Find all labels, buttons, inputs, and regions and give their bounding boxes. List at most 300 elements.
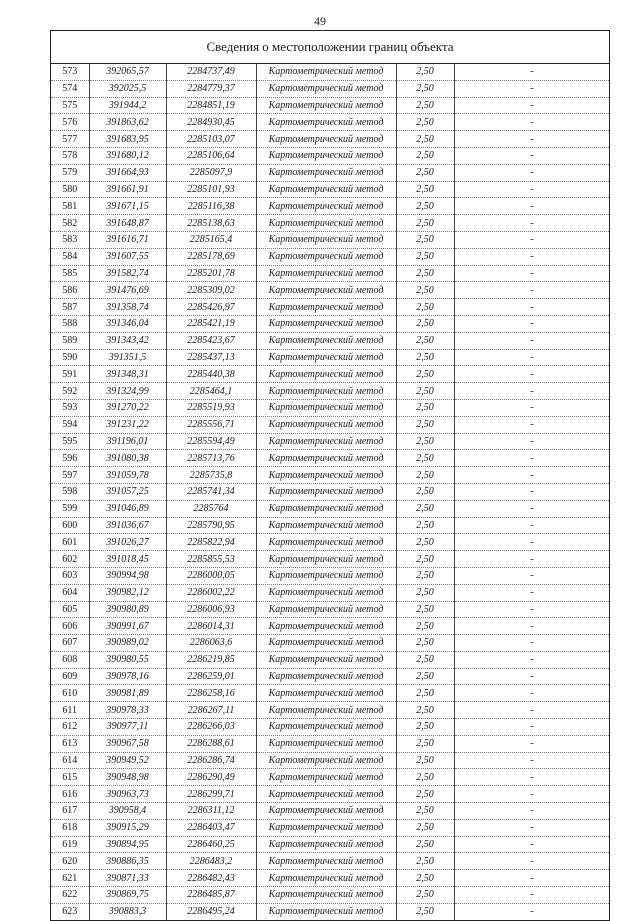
cell-point-number: 587 <box>51 299 89 316</box>
table-row <box>51 366 609 383</box>
cell-method: Картометрический метод <box>256 131 396 148</box>
table-row <box>51 248 609 265</box>
cell-point-number: 619 <box>51 836 89 853</box>
cell-accuracy: 2,50 <box>396 651 454 668</box>
cell-description: - <box>454 483 609 500</box>
table-row <box>51 467 609 484</box>
cell-coord-y: 2284851,19 <box>166 97 256 114</box>
cell-description: - <box>454 551 609 568</box>
cell-point-number: 575 <box>51 97 89 114</box>
cell-coord-y: 2285855,53 <box>166 551 256 568</box>
cell-point-number: 573 <box>51 64 89 80</box>
cell-description: - <box>454 383 609 400</box>
cell-accuracy: 2,50 <box>396 114 454 131</box>
cell-description: - <box>454 786 609 803</box>
table-row <box>51 349 609 366</box>
cell-point-number: 611 <box>51 702 89 719</box>
table-row <box>51 735 609 752</box>
cell-method: Картометрический метод <box>256 231 396 248</box>
cell-accuracy: 2,50 <box>396 483 454 500</box>
cell-point-number: 613 <box>51 735 89 752</box>
cell-description: - <box>454 433 609 450</box>
cell-accuracy: 2,50 <box>396 618 454 635</box>
cell-coord-y: 2286299,71 <box>166 786 256 803</box>
table-row <box>51 114 609 131</box>
cell-description: - <box>454 735 609 752</box>
cell-coord-x: 391664,93 <box>89 164 166 181</box>
cell-coord-y: 2284737,49 <box>166 64 256 80</box>
cell-description: - <box>454 231 609 248</box>
table-row <box>51 483 609 500</box>
cell-method: Картометрический метод <box>256 349 396 366</box>
cell-coord-x: 390894,95 <box>89 836 166 853</box>
cell-description: - <box>454 164 609 181</box>
cell-coord-y: 2285165,4 <box>166 231 256 248</box>
table-row <box>51 147 609 164</box>
cell-point-number: 605 <box>51 601 89 618</box>
cell-point-number: 617 <box>51 803 89 820</box>
cell-accuracy: 2,50 <box>396 366 454 383</box>
cell-description: - <box>454 836 609 853</box>
cell-method: Картометрический метод <box>256 315 396 332</box>
cell-method: Картометрический метод <box>256 64 396 80</box>
cell-coord-x: 392065,57 <box>89 64 166 80</box>
cell-coord-x: 390980,89 <box>89 601 166 618</box>
cell-coord-x: 391582,74 <box>89 265 166 282</box>
cell-description: - <box>454 299 609 316</box>
cell-accuracy: 2,50 <box>396 567 454 584</box>
cell-method: Картометрический метод <box>256 769 396 786</box>
cell-description: - <box>454 500 609 517</box>
cell-coord-y: 2286259,01 <box>166 668 256 685</box>
cell-coord-y: 2286219,85 <box>166 651 256 668</box>
table-body <box>51 64 609 920</box>
cell-point-number: 607 <box>51 635 89 652</box>
table-row <box>51 315 609 332</box>
cell-method: Картометрический метод <box>256 299 396 316</box>
cell-description: - <box>454 668 609 685</box>
cell-accuracy: 2,50 <box>396 836 454 853</box>
cell-description: - <box>454 584 609 601</box>
cell-description: - <box>454 147 609 164</box>
cell-point-number: 584 <box>51 248 89 265</box>
cell-accuracy: 2,50 <box>396 517 454 534</box>
table-row <box>51 551 609 568</box>
cell-point-number: 602 <box>51 551 89 568</box>
cell-method: Картометрический метод <box>256 80 396 97</box>
cell-coord-x: 391358,74 <box>89 299 166 316</box>
cell-description: - <box>454 265 609 282</box>
cell-coord-x: 390980,55 <box>89 651 166 668</box>
cell-coord-x: 391270,22 <box>89 399 166 416</box>
cell-point-number: 610 <box>51 685 89 702</box>
table-row <box>51 181 609 198</box>
cell-point-number: 622 <box>51 887 89 904</box>
cell-point-number: 582 <box>51 215 89 232</box>
cell-coord-y: 2286495,24 <box>166 903 256 919</box>
cell-description: - <box>454 80 609 97</box>
cell-method: Картометрический метод <box>256 147 396 164</box>
cell-method: Картометрический метод <box>256 719 396 736</box>
table-row <box>51 668 609 685</box>
cell-coord-y: 2286311,12 <box>166 803 256 820</box>
cell-point-number: 603 <box>51 567 89 584</box>
cell-method: Картометрический метод <box>256 903 396 919</box>
cell-point-number: 615 <box>51 769 89 786</box>
cell-method: Картометрический метод <box>256 819 396 836</box>
cell-accuracy: 2,50 <box>396 164 454 181</box>
cell-method: Картометрический метод <box>256 433 396 450</box>
cell-coord-y: 2286258,16 <box>166 685 256 702</box>
cell-accuracy: 2,50 <box>396 668 454 685</box>
cell-accuracy: 2,50 <box>396 416 454 433</box>
cell-coord-x: 390948,98 <box>89 769 166 786</box>
table-row <box>51 97 609 114</box>
cell-point-number: 620 <box>51 853 89 870</box>
cell-accuracy: 2,50 <box>396 887 454 904</box>
cell-coord-y: 2285201,78 <box>166 265 256 282</box>
table-row <box>51 265 609 282</box>
cell-accuracy: 2,50 <box>396 299 454 316</box>
table-row <box>51 635 609 652</box>
cell-coord-x: 391671,15 <box>89 198 166 215</box>
cell-coord-x: 392025,5 <box>89 80 166 97</box>
cell-coord-y: 2286266,03 <box>166 719 256 736</box>
cell-point-number: 616 <box>51 786 89 803</box>
cell-coord-y: 2285106,64 <box>166 147 256 164</box>
table-row <box>51 332 609 349</box>
cell-point-number: 589 <box>51 332 89 349</box>
cell-point-number: 599 <box>51 500 89 517</box>
cell-coord-x: 390883,3 <box>89 903 166 919</box>
cell-point-number: 593 <box>51 399 89 416</box>
table-row <box>51 450 609 467</box>
table-row <box>51 383 609 400</box>
cell-description: - <box>454 534 609 551</box>
table-row <box>51 416 609 433</box>
cell-coord-y: 2285741,34 <box>166 483 256 500</box>
cell-accuracy: 2,50 <box>396 803 454 820</box>
cell-point-number: 612 <box>51 719 89 736</box>
cell-method: Картометрический метод <box>256 517 396 534</box>
cell-coord-y: 2285101,93 <box>166 181 256 198</box>
cell-coord-y: 2286460,25 <box>166 836 256 853</box>
cell-coord-y: 2286014,31 <box>166 618 256 635</box>
cell-description: - <box>454 702 609 719</box>
cell-coord-y: 2285790,95 <box>166 517 256 534</box>
cell-coord-y: 2284930,45 <box>166 114 256 131</box>
cell-description: - <box>454 601 609 618</box>
cell-method: Картометрический метод <box>256 332 396 349</box>
table-caption: Сведения о местоположении границ объекта <box>51 31 609 64</box>
cell-method: Картометрический метод <box>256 551 396 568</box>
cell-coord-x: 391944,2 <box>89 97 166 114</box>
cell-coord-x: 391343,42 <box>89 332 166 349</box>
cell-point-number: 606 <box>51 618 89 635</box>
cell-coord-x: 391036,67 <box>89 517 166 534</box>
table-row <box>51 786 609 803</box>
cell-coord-x: 390869,75 <box>89 887 166 904</box>
cell-description: - <box>454 332 609 349</box>
table-row <box>51 853 609 870</box>
cell-coord-y: 2285464,1 <box>166 383 256 400</box>
cell-coord-y: 2286063,6 <box>166 635 256 652</box>
cell-coord-x: 391863,62 <box>89 114 166 131</box>
cell-method: Картометрический метод <box>256 198 396 215</box>
cell-coord-x: 391026,27 <box>89 534 166 551</box>
cell-coord-x: 391059,78 <box>89 467 166 484</box>
cell-point-number: 578 <box>51 147 89 164</box>
cell-coord-x: 390963,73 <box>89 786 166 803</box>
cell-accuracy: 2,50 <box>396 198 454 215</box>
cell-coord-x: 390958,4 <box>89 803 166 820</box>
cell-coord-y: 2286485,87 <box>166 887 256 904</box>
cell-accuracy: 2,50 <box>396 399 454 416</box>
cell-method: Картометрический метод <box>256 534 396 551</box>
cell-point-number: 581 <box>51 198 89 215</box>
cell-point-number: 580 <box>51 181 89 198</box>
cell-method: Картометрический метод <box>256 887 396 904</box>
cell-point-number: 597 <box>51 467 89 484</box>
table-row <box>51 282 609 299</box>
cell-method: Картометрический метод <box>256 483 396 500</box>
cell-description: - <box>454 114 609 131</box>
table-row <box>51 584 609 601</box>
cell-description: - <box>454 97 609 114</box>
cell-coord-x: 390981,89 <box>89 685 166 702</box>
cell-description: - <box>454 719 609 736</box>
cell-coord-y: 2285426,97 <box>166 299 256 316</box>
cell-coord-y: 2286267,11 <box>166 702 256 719</box>
cell-method: Картометрический метод <box>256 702 396 719</box>
cell-description: - <box>454 567 609 584</box>
cell-description: - <box>454 315 609 332</box>
table-row <box>51 198 609 215</box>
cell-method: Картометрический метод <box>256 651 396 668</box>
cell-coord-y: 2285556,71 <box>166 416 256 433</box>
cell-method: Картометрический метод <box>256 366 396 383</box>
cell-point-number: 604 <box>51 584 89 601</box>
cell-accuracy: 2,50 <box>396 282 454 299</box>
cell-accuracy: 2,50 <box>396 433 454 450</box>
cell-coord-y: 2285423,67 <box>166 332 256 349</box>
cell-accuracy: 2,50 <box>396 383 454 400</box>
table-row <box>51 215 609 232</box>
cell-coord-x: 391057,25 <box>89 483 166 500</box>
cell-accuracy: 2,50 <box>396 551 454 568</box>
cell-point-number: 591 <box>51 366 89 383</box>
table-row <box>51 651 609 668</box>
cell-description: - <box>454 685 609 702</box>
table-row <box>51 769 609 786</box>
cell-accuracy: 2,50 <box>396 786 454 803</box>
cell-description: - <box>454 618 609 635</box>
cell-point-number: 621 <box>51 870 89 887</box>
cell-coord-y: 2285437,13 <box>166 349 256 366</box>
cell-description: - <box>454 803 609 820</box>
cell-accuracy: 2,50 <box>396 181 454 198</box>
table-row <box>51 819 609 836</box>
cell-method: Картометрический метод <box>256 282 396 299</box>
table-row <box>51 131 609 148</box>
table-row <box>51 836 609 853</box>
cell-accuracy: 2,50 <box>396 719 454 736</box>
cell-method: Картометрический метод <box>256 450 396 467</box>
cell-point-number: 596 <box>51 450 89 467</box>
table-row <box>51 887 609 904</box>
cell-coord-y: 2285764 <box>166 500 256 517</box>
table-row <box>51 500 609 517</box>
table-row <box>51 601 609 618</box>
cell-point-number: 574 <box>51 80 89 97</box>
cell-point-number: 594 <box>51 416 89 433</box>
cell-coord-y: 2286002,22 <box>166 584 256 601</box>
cell-description: - <box>454 399 609 416</box>
cell-coord-y: 2285519,93 <box>166 399 256 416</box>
cell-point-number: 595 <box>51 433 89 450</box>
cell-point-number: 588 <box>51 315 89 332</box>
cell-coord-x: 390915,29 <box>89 819 166 836</box>
cell-coord-x: 390949,52 <box>89 752 166 769</box>
cell-accuracy: 2,50 <box>396 769 454 786</box>
cell-coord-x: 390978,33 <box>89 702 166 719</box>
cell-coord-y: 2286290,49 <box>166 769 256 786</box>
cell-point-number: 601 <box>51 534 89 551</box>
cell-accuracy: 2,50 <box>396 332 454 349</box>
cell-coord-x: 390978,16 <box>89 668 166 685</box>
cell-accuracy: 2,50 <box>396 248 454 265</box>
cell-method: Картометрический метод <box>256 97 396 114</box>
cell-coord-y: 2286006,93 <box>166 601 256 618</box>
cell-coord-x: 390871,33 <box>89 870 166 887</box>
cell-accuracy: 2,50 <box>396 64 454 80</box>
cell-description: - <box>530 906 534 918</box>
table-row <box>51 80 609 97</box>
cell-method: Картометрический метод <box>256 567 396 584</box>
table-row <box>51 433 609 450</box>
table-row <box>51 903 609 919</box>
cell-point-number: 590 <box>51 349 89 366</box>
cell-description: - <box>454 769 609 786</box>
cell-description: - <box>454 467 609 484</box>
page-number: 49 <box>314 14 326 28</box>
cell-accuracy: 2,50 <box>396 147 454 164</box>
table-row <box>51 702 609 719</box>
cell-method: Картометрический метод <box>256 853 396 870</box>
cell-accuracy: 2,50 <box>396 903 454 919</box>
cell-accuracy: 2,50 <box>396 97 454 114</box>
cell-point-number: 598 <box>51 483 89 500</box>
cell-coord-y: 2286288,61 <box>166 735 256 752</box>
cell-coord-x: 391648,87 <box>89 215 166 232</box>
table-row <box>51 299 609 316</box>
boundary-points-table <box>51 64 609 920</box>
table-row <box>51 752 609 769</box>
cell-point-number: 600 <box>51 517 89 534</box>
cell-description: - <box>454 282 609 299</box>
cell-coord-x: 391346,04 <box>89 315 166 332</box>
table-row <box>51 685 609 702</box>
cell-coord-y: 2286286,74 <box>166 752 256 769</box>
cell-coord-x: 391046,89 <box>89 500 166 517</box>
cell-accuracy: 2,50 <box>396 870 454 887</box>
cell-method: Картометрический метод <box>256 248 396 265</box>
cell-point-number: 608 <box>51 651 89 668</box>
cell-coord-x: 391476,69 <box>89 282 166 299</box>
cell-description: - <box>454 349 609 366</box>
cell-description: - <box>454 131 609 148</box>
cell-coord-x: 391348,31 <box>89 366 166 383</box>
cell-coord-y: 2285178,69 <box>166 248 256 265</box>
cell-coord-x: 390991,67 <box>89 618 166 635</box>
cell-coord-y: 2285103,07 <box>166 131 256 148</box>
cell-description: - <box>454 181 609 198</box>
table-row <box>51 534 609 551</box>
cell-coord-x: 391080,38 <box>89 450 166 467</box>
table-row <box>51 231 609 248</box>
cell-coord-y: 2284779,37 <box>166 80 256 97</box>
cell-method: Картометрический метод <box>256 618 396 635</box>
cell-coord-y: 2285116,38 <box>166 198 256 215</box>
cell-point-number: 576 <box>51 114 89 131</box>
cell-accuracy: 2,50 <box>396 500 454 517</box>
cell-coord-x: 391680,12 <box>89 147 166 164</box>
cell-coord-x: 391231,22 <box>89 416 166 433</box>
cell-method: Картометрический метод <box>256 803 396 820</box>
cell-method: Картометрический метод <box>256 668 396 685</box>
cell-coord-y: 2285822,94 <box>166 534 256 551</box>
cell-method: Картометрический метод <box>256 735 396 752</box>
cell-accuracy: 2,50 <box>396 80 454 97</box>
cell-description: - <box>454 651 609 668</box>
cell-accuracy: 2,50 <box>396 450 454 467</box>
cell-method: Картометрический метод <box>256 584 396 601</box>
cell-description: - <box>454 64 609 80</box>
cell-description: - <box>454 870 609 887</box>
cell-coord-y: 2285421,19 <box>166 315 256 332</box>
cell-method: Картометрический метод <box>256 467 396 484</box>
cell-point-number: 586 <box>51 282 89 299</box>
cell-accuracy: 2,50 <box>396 349 454 366</box>
cell-description: - <box>454 819 609 836</box>
cell-description: - <box>454 752 609 769</box>
table-row <box>51 64 609 80</box>
cell-coord-x: 391196,01 <box>89 433 166 450</box>
cell-method: Картометрический метод <box>256 836 396 853</box>
cell-accuracy: 2,50 <box>396 853 454 870</box>
cell-description: - <box>454 517 609 534</box>
cell-coord-y: 2286483,2 <box>166 853 256 870</box>
cell-method: Картометрический метод <box>256 399 396 416</box>
cell-method: Картометрический метод <box>256 416 396 433</box>
cell-method: Картометрический метод <box>256 500 396 517</box>
cell-coord-x: 390967,58 <box>89 735 166 752</box>
cell-method: Картометрический метод <box>256 601 396 618</box>
cell-point-number: 579 <box>51 164 89 181</box>
cell-coord-x: 390977,11 <box>89 719 166 736</box>
cell-accuracy: 2,50 <box>396 467 454 484</box>
cell-description: - <box>454 248 609 265</box>
cell-accuracy: 2,50 <box>396 584 454 601</box>
cell-coord-y: 2286403,47 <box>166 819 256 836</box>
cell-accuracy: 2,50 <box>396 231 454 248</box>
cell-accuracy: 2,50 <box>396 752 454 769</box>
table-row <box>51 567 609 584</box>
cell-point-number: 623 <box>51 903 89 919</box>
cell-description: - <box>454 450 609 467</box>
cell-coord-y: 2285594,49 <box>166 433 256 450</box>
cell-accuracy: 2,50 <box>396 635 454 652</box>
